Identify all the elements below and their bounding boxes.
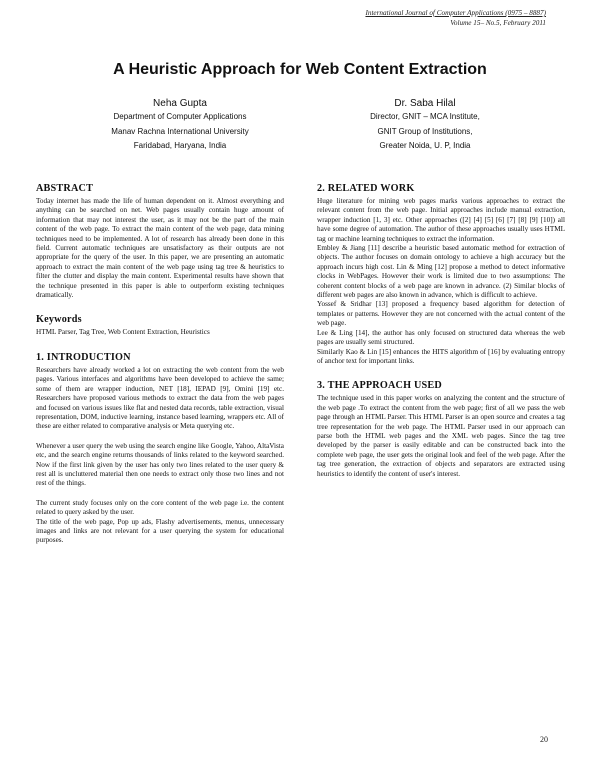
related-work-heading: 2. RELATED WORK: [317, 183, 415, 194]
author-affiliation-line: GNIT Group of Institutions,: [377, 126, 473, 136]
author-name: Neha Gupta: [153, 98, 207, 109]
keywords-text: HTML Parser, Tag Tree, Web Content Extraction, Heuristics: [36, 328, 210, 337]
journal-volume: Volume 15– No.5, February 2011: [450, 19, 546, 27]
introduction-heading: 1. INTRODUCTION: [36, 351, 131, 363]
right-column: [317, 182, 565, 479]
page-number: 20: [540, 735, 548, 744]
introduction-paragraph: The current study focuses only on the core content of the web page i.e. the content related to query asked by the user. The title of the web page, Pop up ads, Flashy advertisements, menus, unnecessary images and links are not relevant for a user querying the system for educational purposes.: [36, 498, 284, 545]
approach-paragraph: The technique used in this paper works on analyzing the content and the structure of the web page .To extract the content from the web page; first of all we pass the web page through an HTML Parser. This HTML Parser is an open source and creates a tag tree representation for the web page. The HTML Parser used in our approach can parse both the HTML web pages and the XML web pages. Since the tag tree developed by the parser is easily editable and can be constructed back into the complete web page, the user gets the original look and feel of the web page. After the tag tree generation, the extraction of objects and separators are extracted using heuristics to identify the content of user's interest.: [317, 394, 565, 478]
running-header: [365, 8, 546, 28]
author-affiliation-line: Manav Rachna International University: [111, 126, 249, 136]
abstract-heading: ABSTRACT: [36, 183, 94, 194]
left-column: [36, 182, 284, 546]
author-affiliation-line: Greater Noida, U. P, India: [379, 141, 471, 150]
introduction-paragraph: Whenever a user query the web using the search engine like Google, Yahoo, AltaVista etc, and the search engine returns thousands of links related to the keyword searched. Now if the first link given by the user has only two lines related to the user query & rest all is uncluttered material then one needs to extract only those two lines and not rest of the things.: [36, 441, 284, 488]
author-affiliation-line: Director, GNIT – MCA Institute,: [370, 112, 480, 121]
approach-heading: 3. THE APPROACH USED: [317, 380, 442, 392]
author-block-1: [60, 97, 300, 154]
related-work-paragraph: Huge literature for mining web pages marks various approaches to extract the relevant content from the web page. Initial approaches include manual extraction, wrapper induction [1, 3] etc. Other approaches ([2] [4] [5] [6] [7] [8] [9] [10]) all have some degree of automation. The author of these approaches usually uses HTML tag or machine learning techniques to extract the information. Embley & Jiang [11] describe a heuristic based automatic method for extraction of objects. The author focuses on domain ontology to achieve a high accuracy but the approach incurs high cost. Lin & Ming [12] propose a method to detect informative clocks in WebPages. However their work is limited due to two assumptions: The coherent content blocks of a web page are known in advance. (2) Similar blocks of different web pages are also known in advance, which is difficult to achieve. Yossef & Sridhar [13] proposed a frequency based algorithm for detection of templates or patterns. However they are not concerned with the actual content of the web page. Lee & Ling [14], the author has only focused on structured data whereas the web pages are usually semi structured. Similarly Kao & Lin [15] enhances the HITS algorithm of [16] by evaluating entropy of anchor text for important links.: [317, 197, 565, 365]
author-block-2: [305, 97, 545, 154]
author-name: Dr. Saba Hilal: [394, 98, 456, 109]
journal-name: International Journal of Computer Applications (0975 – 8887): [365, 9, 546, 17]
introduction-paragraph: Researchers have already worked a lot on extracting the web content from the web pages. Various interfaces and algorithms have been developed to achieve the same; some of them are wrapper induction, NET [18], IEPAD [9], Omini [19] etc. Researchers have proposed various methods to extract the data from the web pages and focused on various issues like flat and nested data records, table extraction, visual representation, DOM, inductive learning, instance based learning, wrappers etc. All of these are either related to comparative analysis or Meta querying etc.: [36, 365, 284, 431]
abstract-text: Today internet has made the life of human dependent on it. Almost everything and anything can be searched on net. Web pages usually contain huge amount of information that may not interest the user, as it may not be the part of the main content of the web page. To extract the main content of the web page, data mining techniques need to be implemented. A lot of research has already been done in this field. Current automatic techniques are unsatisfactory as their outputs are not appropriate for the query of the user. In this paper, we are presenting an automatic approach to extract the main content of the web page using tag tree & heuristics to filter the clutter and display the main content. Experimental results have shown that the technique presented in this paper is able to outperform existing techniques dramatically.: [36, 197, 284, 300]
author-affiliation-line: Faridabad, Haryana, India: [133, 141, 227, 150]
keywords-heading: Keywords: [36, 314, 82, 326]
paper-title: A Heuristic Approach for Web Content Extraction: [113, 61, 487, 78]
author-affiliation-line: Department of Computer Applications: [113, 112, 247, 121]
